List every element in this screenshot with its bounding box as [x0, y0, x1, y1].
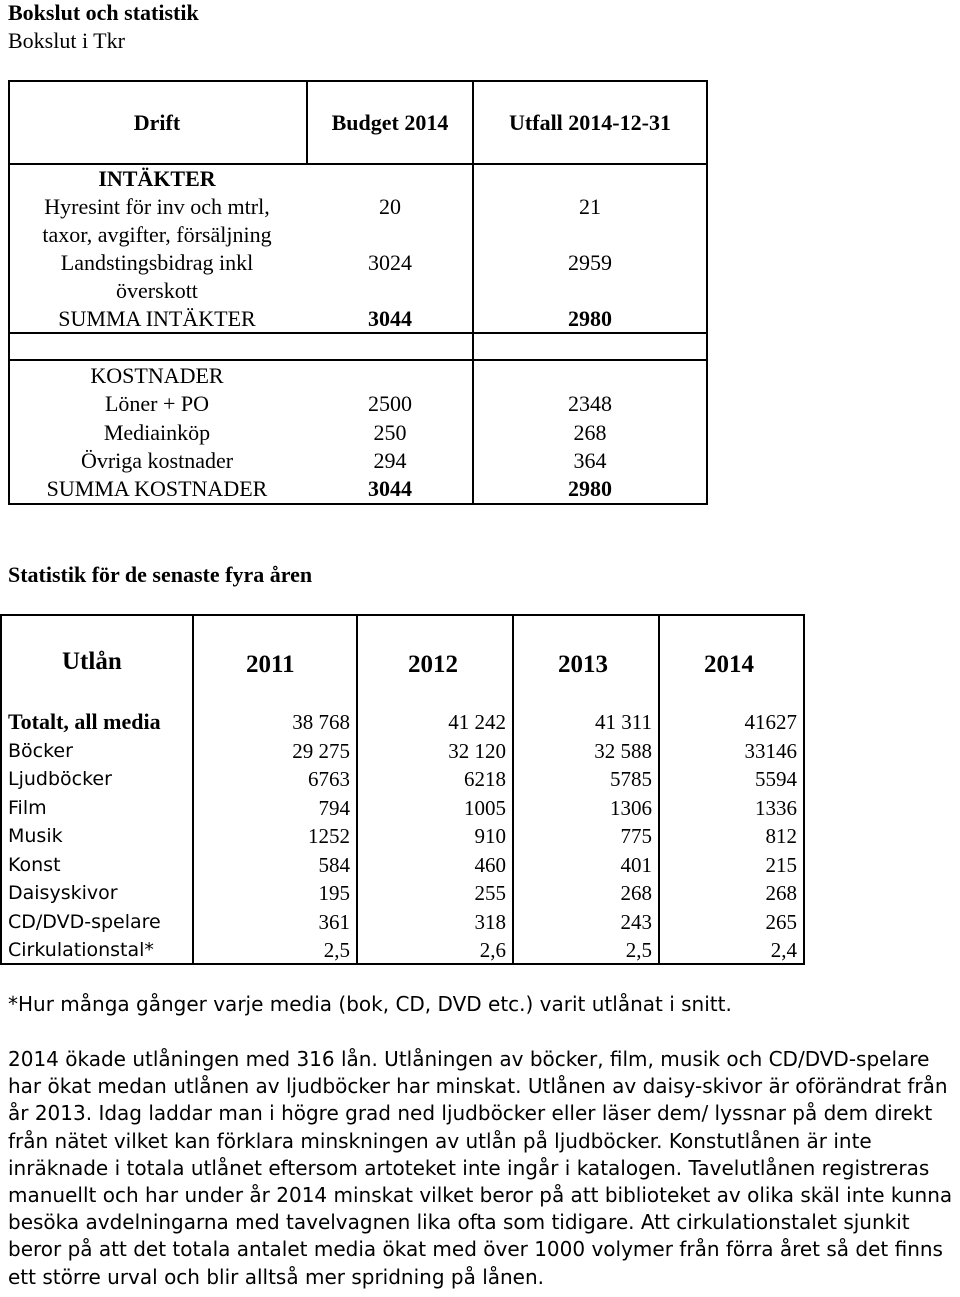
- cell-year-2014: 5594: [755, 767, 797, 791]
- cell-year-2012: 6218: [464, 767, 506, 791]
- table-row: [0, 851, 805, 879]
- cell-year-2013: 32 588: [594, 738, 652, 763]
- table-row: [0, 908, 805, 936]
- document-title: Bokslut och statistik: [8, 0, 199, 25]
- cell-year-2011: 6763: [308, 767, 350, 791]
- ovriga-utfall: 364: [573, 448, 607, 473]
- cell-year-2013: 5785: [610, 767, 652, 791]
- mediainkop-utfall: 268: [573, 420, 607, 445]
- row-label: CD/DVD-spelare: [8, 910, 161, 933]
- cell-year-2012: 1005: [464, 795, 506, 820]
- landsting-budget: 3024: [368, 250, 412, 275]
- summa-intakter-label: SUMMA INTÄKTER: [58, 306, 256, 331]
- row-label: Konst: [8, 853, 61, 876]
- row-label: Musik: [8, 825, 63, 847]
- statistik-table: [0, 614, 805, 966]
- loner-utfall: 2348: [568, 391, 612, 416]
- cell-year-2011: 584: [318, 852, 350, 877]
- kostnader-heading: KOSTNADER: [90, 363, 224, 388]
- cell-year-2011: 29 275: [292, 738, 350, 763]
- cell-year-2014: 1336: [755, 795, 797, 820]
- summa-kostnader-label: SUMMA KOSTNADER: [46, 476, 268, 501]
- cell-year-2013: 243: [620, 909, 652, 934]
- table-border: [706, 80, 708, 505]
- drift-header-label: Drift: [133, 110, 181, 135]
- cell-year-2012: 910: [474, 824, 506, 848]
- mediainkop-budget: 250: [373, 420, 407, 445]
- table-border: [8, 359, 708, 361]
- cell-year-2013: 401: [620, 852, 652, 877]
- table-border: [8, 503, 708, 505]
- row-label: Ljudböcker: [8, 768, 112, 790]
- cell-year-2012: 2,6: [479, 938, 506, 962]
- year-2014-header: 2014: [704, 651, 754, 678]
- intakter-heading: INTÄKTER: [98, 166, 216, 191]
- cell-year-2011: 794: [318, 795, 350, 820]
- cell-year-2014: 812: [765, 824, 797, 848]
- cell-year-2012: 255: [474, 881, 506, 905]
- summa-intakter-budget: 3044: [368, 306, 412, 331]
- table-row: [0, 936, 805, 964]
- cell-year-2011: 38 768: [292, 710, 350, 734]
- row-label: Film: [8, 796, 47, 819]
- cell-year-2013: 775: [620, 824, 652, 848]
- loner-label: Löner + PO: [104, 391, 210, 416]
- year-2011-header: 2011: [246, 651, 295, 678]
- cell-year-2011: 1252: [308, 824, 350, 848]
- landsting-utfall: 2959: [568, 250, 612, 275]
- cell-year-2012: 460: [474, 852, 506, 877]
- ovriga-label: Övriga kostnader: [80, 448, 234, 473]
- cell-year-2013: 2,5: [625, 938, 652, 962]
- cell-year-2011: 2,5: [323, 938, 350, 962]
- table-row: [0, 765, 805, 793]
- cell-year-2013: 41 311: [595, 710, 652, 734]
- cell-year-2013: 268: [620, 881, 652, 905]
- ovriga-budget: 294: [373, 448, 407, 473]
- hyresint-label: taxor, avgifter, försäljning: [42, 222, 272, 247]
- mediainkop-label: Mediainköp: [103, 420, 211, 445]
- summa-intakter-utfall: 2980: [568, 306, 612, 331]
- year-2012-header: 2012: [408, 651, 458, 678]
- table-border: [8, 80, 708, 82]
- summa-kostnader-budget: 3044: [368, 476, 412, 501]
- cell-year-2014: 215: [765, 852, 797, 877]
- table-row: [0, 879, 805, 907]
- cell-year-2012: 41 242: [448, 710, 506, 734]
- statistik-footnote: *Hur många gånger varje media (bok, CD, DVD etc.) varit utlånat i snitt.: [8, 992, 732, 1016]
- drift-header-utfall: Utfall 2014-12-31: [509, 110, 671, 135]
- cell-year-2014: 33146: [744, 738, 797, 763]
- cell-year-2012: 32 120: [448, 738, 506, 763]
- cell-year-2011: 195: [318, 881, 350, 905]
- cell-year-2014: 265: [765, 909, 797, 934]
- row-label: Cirkulationstal*: [8, 939, 154, 961]
- drift-header-budget: Budget 2014: [331, 110, 449, 135]
- table-row: [0, 794, 805, 822]
- summary-paragraph: 2014 ökade utlåningen med 316 lån. Utlåningen av böcker, film, musik och CD/DVD-spelare har ökat medan utlånen av ljudböcker har minskat. Utlånen av daisy-skivor är oförändrat från år 2013. Idag laddar man i högre grad ned ljudböcker eller läser dem/ lyssnar på dem direkt från nätet vilket kan förklara minskningen av utlån på ljudböcker. Konstutlånen är inte inräknade i totala utlånet eftersom artoteket inte ingår i katalogen. Tavelutlånen registreras manuellt och har under år 2014 minskat vilket beror på att biblioteket av olika skäl inte kunna besöka avdelningarna med tavelvagnen lika ofta som tidigare. Att cirkulationstalet sjunkit beror på att det totala antalet media ökat med över 1000 volymer från förra året så det finns ett större urval och blir alltså mer spridning på lånen.: [8, 1047, 953, 1289]
- table-row: [0, 822, 805, 850]
- cell-year-2011: 361: [318, 909, 350, 934]
- row-label: Böcker: [8, 739, 73, 762]
- summa-kostnader-utfall: 2980: [568, 476, 612, 501]
- document-subtitle: Bokslut i Tkr: [8, 28, 125, 53]
- cell-year-2013: 1306: [610, 795, 652, 820]
- table-row: [0, 708, 805, 736]
- hyresint-budget: 20: [379, 194, 401, 219]
- hyresint-utfall: 21: [579, 194, 601, 219]
- row-label: Totalt, all media: [8, 709, 161, 734]
- cell-year-2012: 318: [474, 909, 506, 934]
- utlan-header: Utlån: [62, 648, 122, 675]
- loner-budget: 2500: [368, 391, 412, 416]
- statistik-heading: Statistik för de senaste fyra åren: [8, 562, 313, 587]
- landsting-label: Landstingsbidrag inkl: [60, 250, 254, 275]
- drift-table: [8, 80, 708, 505]
- year-2013-header: 2013: [558, 651, 608, 678]
- landsting-label: överskott: [116, 278, 198, 303]
- table-row: [0, 737, 805, 765]
- cell-year-2014: 268: [765, 881, 797, 905]
- hyresint-label: Hyresint för inv och mtrl,: [44, 194, 270, 219]
- row-label: Daisyskivor: [8, 882, 118, 904]
- table-border: [0, 614, 805, 616]
- cell-year-2014: 41627: [744, 710, 797, 734]
- cell-year-2014: 2,4: [770, 938, 797, 962]
